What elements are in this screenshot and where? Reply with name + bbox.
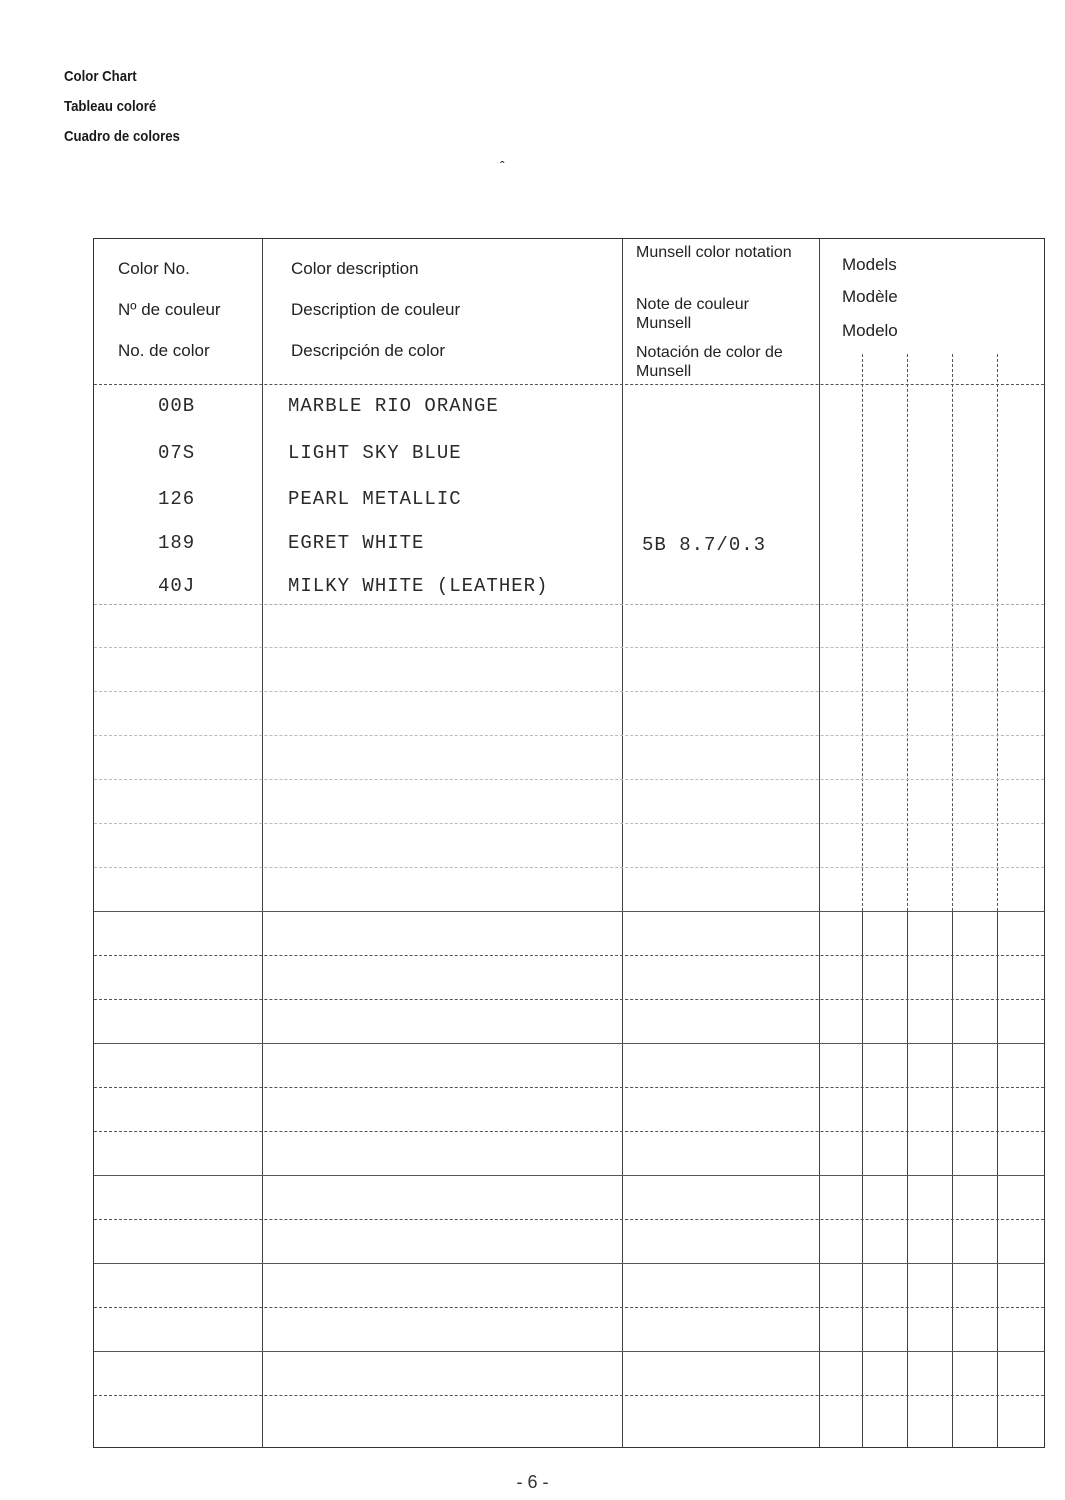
row-munsell: 5B 8.7/0.3 [642,534,767,556]
row-line [94,604,1044,605]
row-line [94,1351,1044,1352]
row-line [94,1395,1044,1396]
header-separator [94,384,1044,385]
model-col-divider [997,354,998,911]
row-line [94,647,1044,648]
row-description: PEARL METALLIC [288,488,462,510]
header-description-es: Descripción de color [291,341,446,360]
row-line [94,1087,1044,1088]
model-col-divider [907,354,908,911]
header-munsell-en: Munsell color notation [636,244,792,261]
row-line [94,823,1044,824]
color-table [93,238,1045,1448]
chart-titles [64,62,196,152]
header-color-no-es: No. de color [118,341,210,360]
model-col-divider [997,911,998,1447]
row-line [94,911,1044,912]
row-description: EGRET WHITE [288,532,425,554]
row-description: MILKY WHITE (LEATHER) [288,575,549,597]
row-line [94,1307,1044,1308]
row-line [94,1175,1044,1176]
row-line [94,779,1044,780]
row-line [94,1219,1044,1220]
row-color-no: 40J [158,575,196,597]
scan-speck: ˆ [500,158,505,174]
row-color-no: 189 [158,532,196,554]
row-description: LIGHT SKY BLUE [288,442,462,464]
row-line [94,955,1044,956]
row-description: MARBLE RIO ORANGE [288,395,499,417]
divider-no-desc [262,239,263,1447]
header-models-es: Modelo [842,321,898,340]
header-munsell-es: Notación de color de Munsell [636,344,783,380]
title-french: Tableau coloré [64,98,157,115]
header-description-en: Color description [291,259,419,278]
row-line [94,1043,1044,1044]
page-number: - 6 - [516,1472,549,1492]
header-color-no-fr: Nº de couleur [118,300,221,319]
model-col-divider [862,911,863,1447]
header-munsell-fr: Note de couleur Munsell [636,296,749,332]
row-color-no: 126 [158,488,196,510]
title-english: Color Chart [64,68,137,85]
title-spanish: Cuadro de colores [64,128,180,145]
header-description-fr: Description de couleur [291,300,461,319]
row-color-no: 07S [158,442,196,464]
header-models-fr: Modèle [842,287,898,306]
divider-munsell-models [819,239,820,1447]
model-col-divider [862,354,863,911]
model-col-divider [907,911,908,1447]
row-line [94,1131,1044,1132]
row-line [94,867,1044,868]
row-line [94,735,1044,736]
row-line [94,999,1044,1000]
model-col-divider [952,911,953,1447]
header-color-no-en: Color No. [118,259,190,278]
row-color-no: 00B [158,395,196,417]
header-models-en: Models [842,255,897,274]
row-line [94,1263,1044,1264]
model-col-divider [952,354,953,911]
divider-desc-munsell [622,239,623,1447]
row-line [94,691,1044,692]
